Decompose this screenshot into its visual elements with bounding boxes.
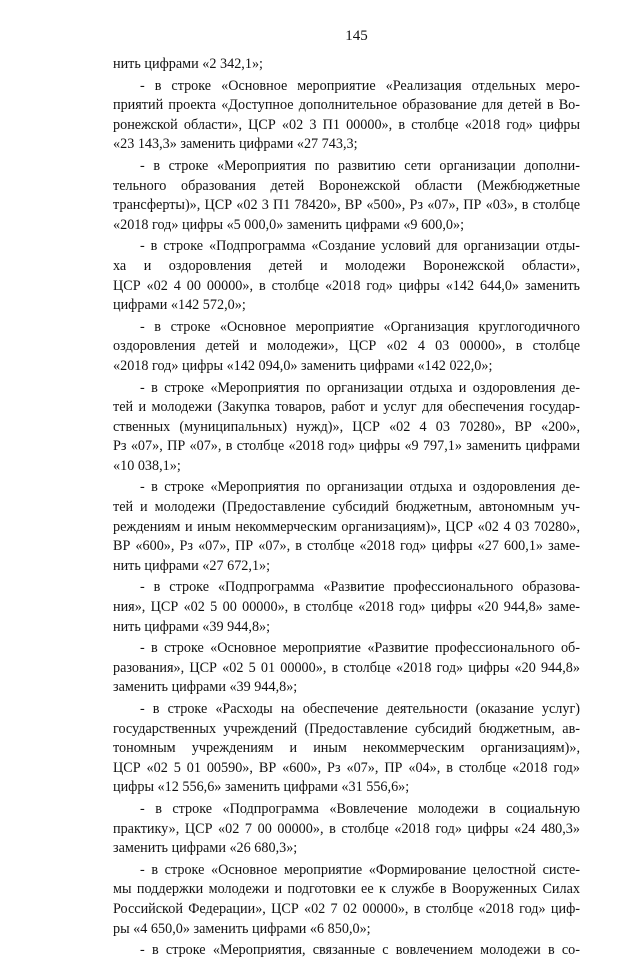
text-line: - в строке «Мероприятия по развитию сети организации дополни- [140,157,580,174]
text-line: «10 038,1»; [113,457,181,474]
text-line: - в строке «Основное мероприятие «Организация круглогодичного [140,318,580,335]
text-line: приятий проекта «Доступное дополнительное образование для детей в Во- [113,97,580,114]
paragraph [113,700,580,798]
text-line: тельного образования детей Воронежской области (Межбюджетные [113,177,580,194]
text-line: - в строке «Мероприятия, связанные с вовлечением молодежи в со- [140,942,580,959]
paragraph [113,941,580,961]
text-line: трансферты)», ЦСР «02 3 П1 78420», ВР «500», Рз «07», ПР «03», в столбце [113,197,580,214]
text-line: тей и молодежи (Закупка товаров, работ и услуг для обеспечения государ- [113,399,580,416]
paragraph [113,379,580,477]
text-line: ния», ЦСР «02 5 00 00000», в столбце «2018 год» цифры «20 944,8» заме- [113,599,580,616]
text-line: «23 143,3» заменить цифрами «27 743,3; [113,136,358,153]
paragraph [113,478,580,576]
text-line: заменить цифрами «26 680,3»; [113,840,298,857]
paragraph [113,55,580,75]
text-line: тей и молодежи (Предоставление субсидий бюджетным, автономным уч- [113,499,580,516]
text-line: заменить цифрами «39 944,8»; [113,679,298,696]
text-line: нить цифрами «39 944,8»; [113,618,271,635]
text-line: «2018 год» цифры «5 000,0» заменить цифрами «9 600,0»; [113,216,465,233]
paragraph [113,157,580,235]
text-line: ственных (муниципальных) нужд)», ЦСР «02 4 03 70280», ВР «200», [113,418,580,435]
paragraph [113,237,580,315]
paragraph [113,578,580,637]
text-line: мы поддержки молодежи и подготовки ее к службе в Вооруженных Силах [113,881,580,898]
text-line: нить цифрами «2 342,1»; [113,56,263,72]
text-line: - в строке «Подпрограмма «Вовлечение молодежи в социальную [140,800,580,817]
text-line: - в строке «Подпрограмма «Развитие профессионального образова- [140,579,580,596]
text-line: ронежской области», ЦСР «02 3 П1 00000», в столбце «2018 год» цифры [113,116,580,133]
text-line: - в строке «Подпрограмма «Создание условий для организации отды- [140,238,580,255]
page-number: 145 [345,28,368,44]
text-line: разования», ЦСР «02 5 01 00000», в столбце «2018 год» цифры «20 944,8» [113,659,580,676]
paragraph [113,800,580,859]
paragraph [113,639,580,698]
document-body [113,55,580,961]
text-line: нить цифрами «27 672,1»; [113,557,271,574]
text-line: ры «4 650,0» заменить цифрами «6 850,0»; [113,920,371,937]
text-line: - в строке «Расходы на обеспечение деятельности (оказание услуг) [140,701,580,717]
text-line: тономным учреждениям и иным некоммерческим организациям)», [113,740,580,757]
text-line: цифры «12 556,6» заменить цифрами «31 556,6»; [113,779,410,796]
paragraph [113,861,580,939]
paragraph [113,318,580,377]
text-line: - в строке «Основное мероприятие «Реализация отдельных меро- [140,77,580,94]
text-line: - в строке «Мероприятия по организации отдыха и оздоровления де- [140,479,580,496]
text-line: - в строке «Основное мероприятие «Развитие профессионального об- [140,640,580,657]
text-line: государственных учреждений (Предоставление субсидий бюджетным, ав- [113,720,580,737]
text-line: Российской Федерации», ЦСР «02 7 02 00000», в столбце «2018 год» циф- [113,900,580,917]
text-line: ВР «600», Рз «07», ПР «07», в столбце «2018 год» цифры «27 600,1» заме- [113,538,580,555]
text-line: Рз «07», ПР «07», в столбце «2018 год» цифры «9 797,1» заменить цифрами [113,438,580,455]
text-line: оздоровления детей и молодежи», ЦСР «02 4 03 00000», в столбце [113,338,580,355]
text-line: ЦСР «02 5 01 00590», ВР «600», Рз «07», ПР «04», в столбце «2018 год» [113,759,580,776]
text-line: практику», ЦСР «02 7 00 00000», в столбце «2018 год» цифры «24 480,3» [113,820,580,837]
text-line: реждениям и иным некоммерческим организациям)», ЦСР «02 4 03 70280», [113,518,580,535]
text-line: ЦСР «02 4 00 00000», в столбце «2018 год» цифры «142 644,0» заменить [113,277,580,294]
text-line: «2018 год» цифры «142 094,0» заменить цифрами «142 022,0»; [113,357,493,374]
paragraph [113,77,580,155]
text-line: - в строке «Мероприятия по организации отдыха и оздоровления де- [140,379,580,396]
text-line: ха и оздоровления детей и молодежи Воронежской области», [113,257,580,274]
text-line: цифрами «142 572,0»; [113,297,246,314]
text-line: - в строке «Основное мероприятие «Формирование целостной систе- [140,861,580,878]
